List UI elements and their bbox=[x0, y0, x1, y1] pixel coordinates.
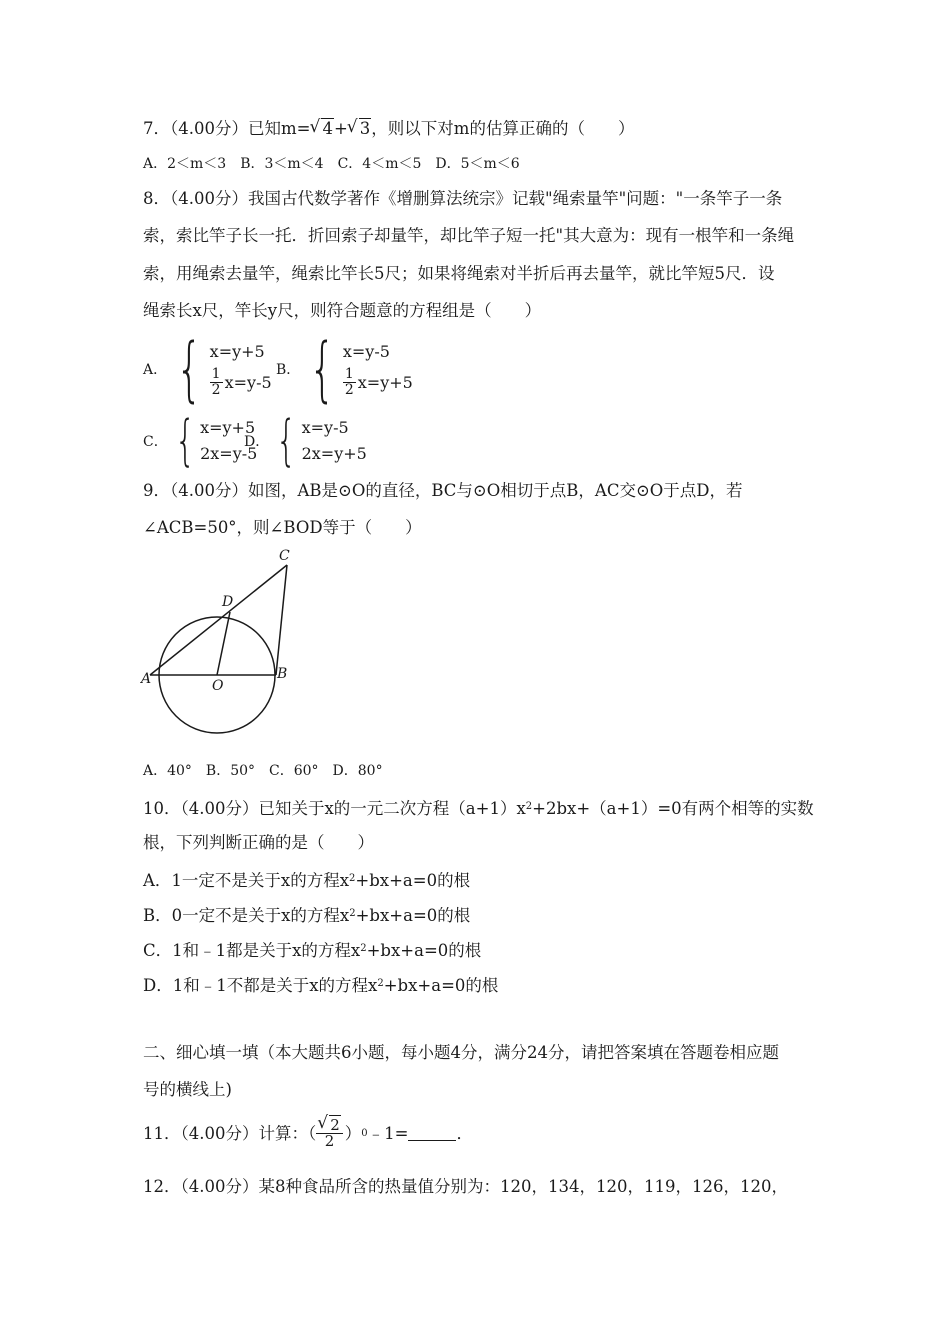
q7-options: A．2＜m＜3 B．3＜m＜4 C．4＜m＜5 D．5＜m＜6 bbox=[143, 156, 520, 172]
label-c: C bbox=[279, 548, 290, 564]
q9-figure bbox=[140, 545, 310, 745]
label-o: O bbox=[212, 678, 224, 694]
brace: { bbox=[174, 409, 196, 472]
q12-line1: 12．（4.00分）某8种食品所含的热量值分别为：120，134，120，119，126，120， bbox=[143, 1177, 788, 1196]
label-b: B bbox=[277, 666, 288, 682]
q10-option-d: D．1和﹣1不都是关于x的方程$x^2+bx+a=0$的根 bbox=[143, 976, 499, 995]
label-d: D bbox=[222, 594, 234, 610]
q10-line2: 根，下列判断正确的是（ ） bbox=[143, 833, 374, 852]
fraction-sqrt2-over-2: √ $\frac{2}{2}$ bbox=[316, 1118, 343, 1149]
sqrt-3: √ 3 bbox=[349, 118, 372, 140]
section2-heading-line1: 二、细心填一填（本大题共6小题，每小题4分，满分24分，请把答案填在答题卷相应题 bbox=[143, 1043, 779, 1062]
q10-line1: 10．（4.00分）已知关于x的一元二次方程$(a+1)x^2+2bx+(a+1)=0$有两个相等的实数 bbox=[143, 799, 814, 818]
answer-blank[interactable] bbox=[408, 1126, 456, 1141]
q9-line2: ∠ACB=50°，则∠BOD等于（ ） bbox=[143, 518, 422, 537]
brace: { bbox=[309, 328, 336, 410]
label-a: A bbox=[141, 671, 152, 687]
q11-line: 11．（4.00分）计算：（ √ $\frac{2}{2}$ ） 0 ﹣1= ． bbox=[143, 1118, 473, 1149]
brace: { bbox=[276, 409, 297, 472]
segment-od bbox=[217, 612, 230, 675]
q9-line1: 9．（4.00分）如图，AB是⊙O的直径，BC与⊙O相切于点B，AC交⊙O于点D，若 bbox=[143, 481, 743, 500]
q8-line2: 索，索比竿子长一托．折回索子却量竿，却比竿子短一托"其大意为：现有一根竿和一条绳 bbox=[143, 226, 795, 245]
q10-option-a: A．1一定不是关于x的方程$x^2+bx+a=0$的根 bbox=[143, 871, 471, 890]
q8-option-a: A． { x=y+5 $\frac{1}{2}$ x=y-5 bbox=[143, 328, 272, 410]
q7-stem: 7．（4.00分）已知m=√ 4+√ 3，则以下对m的估算正确的（ ） bbox=[143, 118, 634, 140]
q8-option-d: D． { x=y-5 2x=y+5 bbox=[244, 409, 367, 472]
q8-line3: 索，用绳索去量竿，绳索比竿长5尺；如果将绳索对半折后再去量竿，就比竿短5尺．设 bbox=[143, 264, 775, 283]
fraction-half: $\frac{1}{2}$ bbox=[344, 365, 354, 398]
segment-ac bbox=[150, 565, 287, 675]
q8-line4: 绳索长x尺，竿长y尺，则符合题意的方程组是（ ） bbox=[143, 301, 542, 320]
fraction-half: $\frac{1}{2}$ bbox=[211, 365, 221, 398]
q9-options: A．40° B．50° C．60° D．80° bbox=[143, 763, 383, 779]
q10-option-c: C．1和﹣1都是关于x的方程$x^2+bx+a=0$的根 bbox=[143, 941, 482, 960]
sqrt-4: √ 4 bbox=[311, 118, 334, 140]
section2-heading-line2: 号的横线上) bbox=[143, 1080, 232, 1099]
segment-bc bbox=[276, 565, 287, 675]
q8-line1: 8．（4.00分）我国古代数学著作《增删算法统宗》记载"绳索量竿"问题："一条竿子一条 bbox=[143, 189, 783, 208]
q8-option-c: C． { x=y+5 2x=y-5 bbox=[143, 409, 258, 472]
brace: { bbox=[176, 328, 203, 410]
q8-option-b: B． { x=y-5 $\frac{1}{2}$ x=y+5 bbox=[276, 328, 413, 410]
q10-option-b: B．0一定不是关于x的方程$x^2+bx+a=0$的根 bbox=[143, 906, 471, 925]
